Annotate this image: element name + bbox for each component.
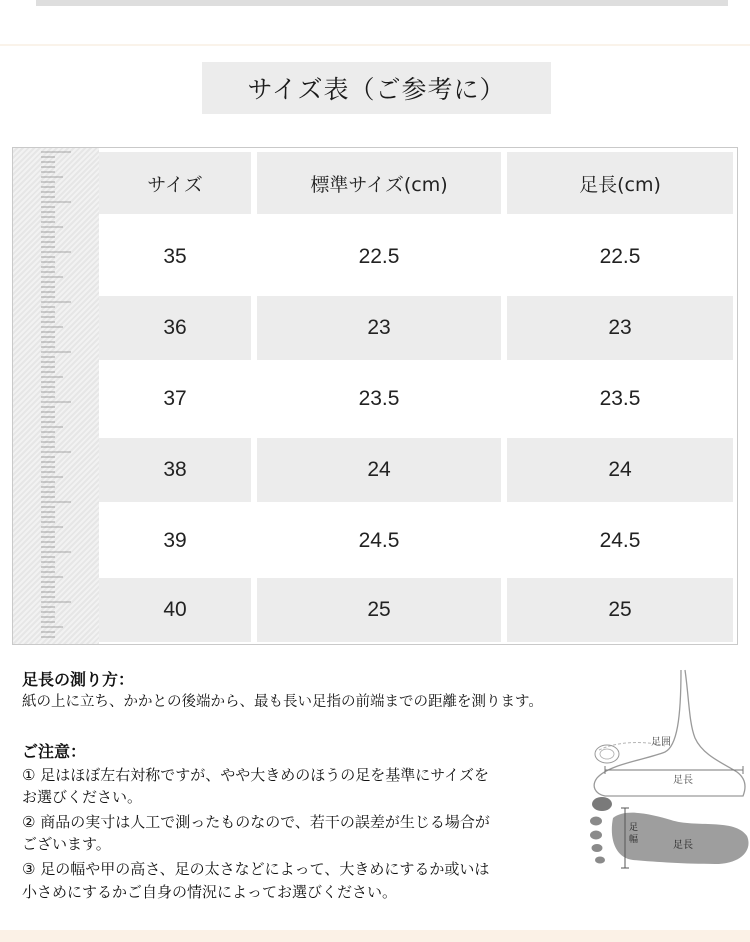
table-header-foot-length: 足長(cm)	[507, 152, 733, 214]
section-divider	[0, 44, 750, 46]
notes-line: ございます。	[22, 835, 111, 853]
table-cell-size: 40	[99, 578, 251, 642]
ruler-decoration	[13, 148, 99, 644]
notes-line: お選びください。	[22, 788, 143, 806]
foot-side-view-icon	[594, 670, 745, 796]
foot-measure-illustration	[585, 668, 750, 883]
foot-length-label-2: 足長	[673, 840, 693, 851]
measure-body: 紙の上に立ち、かかとの後端から、最も長い足指の前端までの距離を測ります。	[22, 694, 543, 710]
table-cell-foot-length: 22.5	[599, 245, 641, 268]
table-cell-foot-length: 25	[507, 578, 733, 642]
table-cell-size: 37	[163, 387, 187, 410]
table-header-standard-size: 標準サイズ(cm)	[257, 152, 501, 214]
table-cell-foot-length: 23	[507, 296, 733, 360]
notes-line: ② 商品の実寸は人工で測ったものなので、若干の誤差が生じる場合が	[22, 813, 490, 831]
bottom-band	[0, 930, 750, 942]
notes-line: ① 足はほぼ左右対称ですが、やや大きめのほうの足を基準にサイズを	[22, 766, 490, 784]
table-cell-size: 39	[163, 529, 187, 552]
table-cell-standard: 23.5	[358, 387, 400, 410]
foot-length-label: 足長	[673, 775, 693, 786]
measure-heading: 足長の測り方：	[22, 670, 135, 689]
table-cell-foot-length: 24	[507, 438, 733, 502]
table-cell-standard: 23	[257, 296, 501, 360]
page-title: サイズ表（ご参考に）	[202, 62, 551, 114]
table-cell-size: 35	[163, 245, 187, 268]
notes-heading: ご注意：	[22, 742, 87, 761]
table-cell-standard: 22.5	[358, 245, 400, 268]
table-cell-standard: 24.5	[358, 529, 400, 552]
notes-line: ③ 足の幅や甲の高さ、足の太さなどによって、大きめにするか或いは	[22, 860, 490, 878]
table-cell-size: 36	[99, 296, 251, 360]
table-cell-foot-length: 24.5	[599, 529, 641, 552]
foot-girth-label: 足囲	[651, 737, 671, 748]
notes-line: 小さめにするかご自身の情況によってお選びください。	[22, 883, 398, 901]
top-divider	[36, 0, 728, 6]
table-cell-foot-length: 23.5	[599, 387, 641, 410]
foot-width-label: 足幅	[629, 823, 639, 845]
table-cell-size: 38	[99, 438, 251, 502]
table-header-size: サイズ	[99, 152, 251, 214]
table-cell-standard: 24	[257, 438, 501, 502]
footprint-icon	[590, 797, 749, 868]
table-cell-standard: 25	[257, 578, 501, 642]
size-table	[12, 147, 738, 645]
